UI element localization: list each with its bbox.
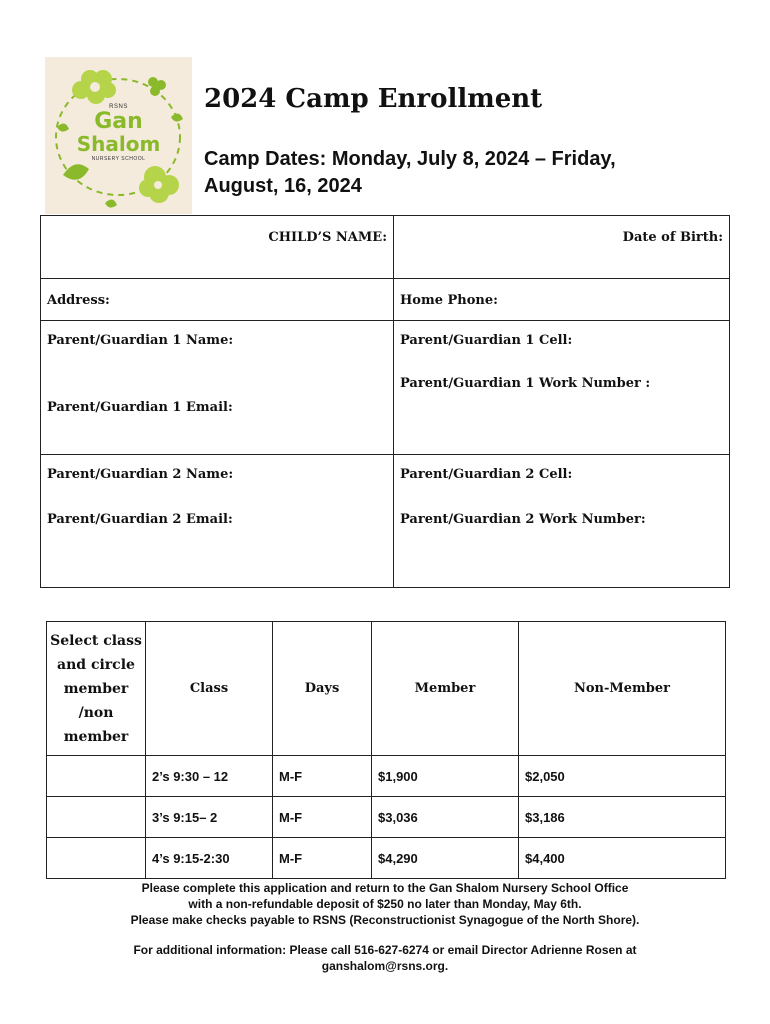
camp-dates-line-2: August, 16, 2024 <box>204 175 362 197</box>
home-phone-label: Home Phone: <box>400 293 498 308</box>
table-row <box>47 838 726 879</box>
member-price-cell[interactable]: $4,290 <box>372 838 519 879</box>
parent1-email-label: Parent/Guardian 1 Email: <box>47 400 233 415</box>
non-member-price-cell[interactable]: $3,186 <box>519 797 726 838</box>
parent1-name-label: Parent/Guardian 1 Name: <box>47 333 234 348</box>
parent1-cell-label: Parent/Guardian 1 Cell: <box>400 333 573 348</box>
select-header-line-3: member <box>63 680 129 697</box>
logo-nursery-text: NURSERY SCHOOL <box>91 156 146 162</box>
home-phone-field[interactable] <box>394 279 730 321</box>
select-cell[interactable] <box>47 838 146 879</box>
date-of-birth-field[interactable] <box>394 216 730 279</box>
member-header: Member <box>372 622 519 756</box>
select-header-line-2: and circle <box>57 656 135 673</box>
days-cell: M-F <box>273 838 372 879</box>
page-title: 2024 Camp Enrollment <box>204 84 543 114</box>
parent1-name-email-field[interactable] <box>41 321 394 455</box>
camp-dates <box>204 146 724 200</box>
logo-gan-text: Gan <box>94 109 143 134</box>
footer-email[interactable]: ganshalom@rsns.org. <box>321 959 449 973</box>
footer-line-1: Please complete this application and return to the Gan Shalom Nursery School Office <box>141 881 629 895</box>
parent1-work-label: Parent/Guardian 1 Work Number : <box>400 376 651 391</box>
logo-shalom-text: Shalom <box>76 132 161 156</box>
select-header-line-5: member <box>63 728 129 745</box>
non-member-price-cell[interactable]: $4,400 <box>519 838 726 879</box>
parent2-phone-field[interactable] <box>394 455 730 588</box>
table-row <box>47 797 726 838</box>
footer-line-2: with a non-refundable deposit of $250 no later than Monday, May 6th. <box>188 897 582 911</box>
child-name-field[interactable] <box>41 216 394 279</box>
member-price-cell[interactable]: $1,900 <box>372 756 519 797</box>
select-header-line-4: /non <box>78 704 114 721</box>
member-price-cell[interactable]: $3,036 <box>372 797 519 838</box>
footer-line-4: For additional information: Please call 516-627-6274 or email Director Adrienne Rosen at <box>133 943 637 957</box>
days-cell: M-F <box>273 756 372 797</box>
table-row <box>47 756 726 797</box>
address-field[interactable] <box>41 279 394 321</box>
class-cell: 3’s 9:15– 2 <box>146 797 273 838</box>
parent2-cell-label: Parent/Guardian 2 Cell: <box>400 467 573 482</box>
gan-shalom-logo <box>45 57 192 214</box>
select-cell[interactable] <box>47 756 146 797</box>
days-cell: M-F <box>273 797 372 838</box>
enrollment-info-table <box>40 215 730 588</box>
days-header: Days <box>273 622 372 756</box>
parent2-name-label: Parent/Guardian 2 Name: <box>47 467 234 482</box>
non-member-price-cell[interactable]: $2,050 <box>519 756 726 797</box>
class-cell: 2’s 9:30 – 12 <box>146 756 273 797</box>
camp-dates-line-1: Camp Dates: Monday, July 8, 2024 – Friday, <box>204 148 616 170</box>
select-header-line-1: Select class <box>50 632 142 649</box>
parent2-work-label: Parent/Guardian 2 Work Number: <box>400 512 646 527</box>
parent2-name-email-field[interactable] <box>41 455 394 588</box>
date-of-birth-label: Date of Birth: <box>622 230 723 245</box>
select-cell[interactable] <box>47 797 146 838</box>
footer-instructions <box>40 880 730 974</box>
address-label: Address: <box>47 293 110 308</box>
parent2-email-label: Parent/Guardian 2 Email: <box>47 512 233 527</box>
select-class-header <box>47 622 146 756</box>
class-selection-table <box>46 621 726 879</box>
parent1-phone-field[interactable] <box>394 321 730 455</box>
logo-rsns-text: RSNS <box>109 104 128 110</box>
child-name-label: CHILD’S NAME: <box>268 230 387 245</box>
non-member-header: Non-Member <box>519 622 726 756</box>
class-header: Class <box>146 622 273 756</box>
class-cell: 4’s 9:15-2:30 <box>146 838 273 879</box>
footer-line-3: Please make checks payable to RSNS (Reconstructionist Synagogue of the North Shore). <box>130 913 640 927</box>
